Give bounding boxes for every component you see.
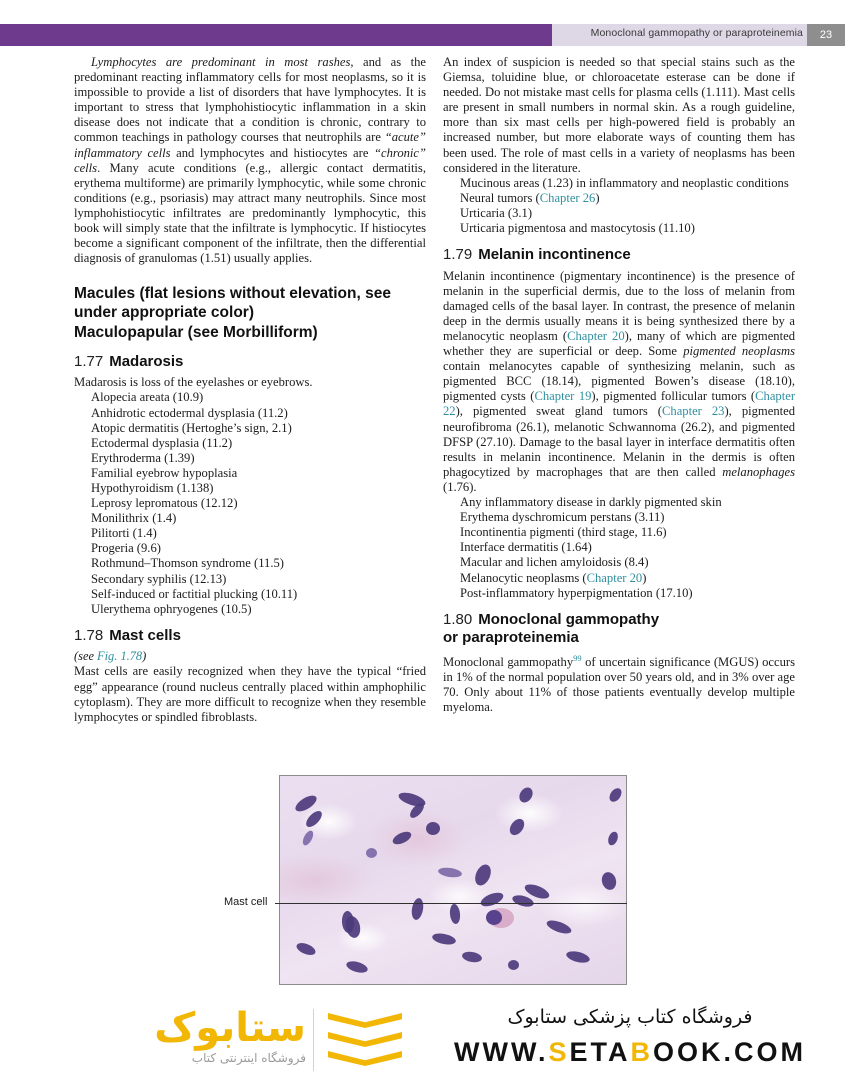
section-heading-1-80 (443, 611, 795, 647)
figure-leader-line (275, 903, 627, 904)
section-number-1-80: 1.80 (443, 610, 473, 628)
list-item: Rothmund–Thomson syndrome (11.5) (91, 556, 284, 571)
chapter-22-link[interactable]: Chapter 22 (443, 389, 796, 419)
url-part-pre: WWW. (454, 1037, 549, 1067)
list-item (460, 525, 795, 540)
chapter-20-link[interactable]: Chapter 20 (567, 329, 625, 343)
heading-macules: Macules (flat lesions without elevation, see under appropriate color) (74, 285, 391, 321)
list-item: Secondary syphilis (12.13) (91, 571, 227, 586)
list-item (460, 191, 795, 206)
chapter-23-link[interactable]: Chapter 23 (662, 404, 725, 419)
list-item (460, 540, 795, 555)
section-number-1-79: 1.79 (443, 246, 473, 264)
section-heading-1-79 (443, 246, 795, 265)
list-item (460, 510, 795, 525)
melanin-incontinence-body (443, 269, 795, 495)
site-info (430, 1003, 830, 1069)
section-title-1-80-line1: Monoclonal gammopathy (478, 610, 660, 628)
running-header (0, 24, 845, 46)
lead-italic-phrase: Lymphocytes are predominant in most rashes (91, 55, 351, 69)
monoclonal-gammopathy-body (443, 651, 795, 716)
reference-superscript-99[interactable]: 99 (573, 652, 582, 663)
list-item-text: Mucinous areas (1.23) in inflammatory and neoplastic conditions (460, 175, 789, 190)
list-item: Ectodermal dysplasia (11.2) (91, 435, 233, 450)
section-number-1-78: 1.78 (74, 626, 104, 644)
section-number-1-77: 1.77 (74, 352, 104, 370)
para1-italic1: “acute” inflammatory cells (74, 130, 426, 160)
figure-1-78 (279, 775, 627, 985)
list-item-suffix: ) (595, 190, 600, 205)
fig-1-78-link[interactable]: Fig. 1.78 (97, 649, 143, 664)
chapter-19-link[interactable]: Chapter 19 (534, 389, 592, 404)
mi-part-c: contain melanocytes capable of synthesizing melanin, such as pigmented BCC (18.14), pigmented Bowen’s disease (18.10), pigmented cysts ( (443, 359, 795, 404)
paragraph-lymphocytes (74, 55, 426, 266)
list-item (460, 206, 795, 221)
right-column (443, 55, 795, 715)
section-heading-1-78 (74, 627, 426, 646)
section-title-1-78: Mast cells (109, 626, 181, 644)
list-item (460, 221, 795, 236)
url-part-post: OOK.COM (652, 1037, 806, 1067)
list-item-text: Urticaria (3.1) (460, 205, 533, 220)
list-item: Pilitorti (1.4) (91, 526, 157, 541)
mi-part-d: ), pigmented follicular tumors ( (591, 389, 756, 404)
logo-wordmark: ستابوک (154, 1005, 306, 1051)
para1-italic2: “chronic” cells (74, 145, 427, 175)
para1-part1: , and as the predominant reacting inflammatory cells for most neoplasms, so it is impossible to provide a list of disorders that have lymphocytes. It is important to stress that lymphohistiocytic inflammation in a skin disease does not indicate that a condition is chronic, contrary to common teachings in pathology courses that neutrophils are (74, 55, 426, 145)
chapter-20-link-list[interactable]: Chapter 20 (586, 570, 643, 585)
list-item: Familial eyebrow hypoplasia (91, 465, 238, 480)
site-tagline-fa: فروشگاه کتاب پزشکی ستابوک (507, 1006, 753, 1028)
mast-cells-body: Mast cells are easily recognized when they have the typical “fried egg” appearance (round nucleus centrally placed within amphophilic cytoplasm). They are more difficult to recognize when they resemble lymphocytes or spindled fibroblasts. (74, 664, 426, 724)
running-header-title: Monoclonal gammopathy or paraproteinemia (590, 27, 803, 39)
list-item: Ulerythema ophryogenes (10.5) (91, 601, 252, 616)
mi-italic-a: pigmented neoplasms (683, 344, 796, 359)
madarosis-intro: Madarosis is loss of the eyelashes or eyebrows. (74, 375, 313, 390)
list-item-text: Interface dermatitis (1.64) (460, 540, 592, 555)
list-item: Self-induced or factitial plucking (10.11) (91, 586, 298, 601)
list-item-text: Erythema dyschromicum perstans (3.11) (460, 510, 665, 525)
list-item-text: Neural tumors ( (460, 190, 540, 205)
madarosis-list (74, 390, 426, 616)
mi-part-e: ), pigmented sweat gland tumors ( (455, 404, 662, 419)
figure-annotation-mast-cell: Mast cell (224, 896, 268, 908)
list-item: Hypothyroidism (1.138) (91, 480, 214, 495)
list-item-suffix: ) (642, 570, 647, 585)
list-item: Anhidrotic ectodermal dysplasia (11.2) (91, 405, 288, 420)
heading-maculopapular: Maculopapular (see Morbilliform) (74, 324, 318, 342)
list-item: Alopecia areata (10.9) (91, 390, 204, 405)
section-title-1-77: Madarosis (109, 352, 184, 370)
mi-italic-b: melanophages (722, 464, 795, 479)
mi-part-f: ), pigmented neurofibroma (26.1), melanotic Schwannoma (26.2), and pigmented DFSP (27.10). Damage to the basal layer in interface dermatitis often results in melanin incontinence. Melanin in the dermis is often phagocytized by macrophages that are then called (443, 404, 796, 479)
list-item (460, 495, 795, 510)
list-item (460, 586, 795, 601)
mg-part-b: of uncertain significance (MGUS) occurs in 1% of the normal population over 50 years old, and in 3% over age 70. Only about 11% of those patients eventually develop multiple myeloma. (443, 654, 795, 715)
section-heading-1-77 (74, 353, 426, 372)
list-item-text: Incontinentia pigmenti (third stage, 11.6) (460, 525, 667, 540)
chapter-26-link[interactable]: Chapter 26 (539, 190, 596, 205)
list-item: Leprosy lepromatous (12.12) (91, 496, 238, 511)
list-item (460, 176, 795, 191)
url-part-eta: ETA (569, 1037, 631, 1067)
list-item: Erythroderma (1.39) (91, 450, 195, 465)
url-part-b: B (630, 1037, 653, 1067)
url-part-s: S (548, 1037, 570, 1067)
mg-part-a: Monoclonal gammopathy (443, 654, 574, 669)
mast-cell-nucleus (486, 910, 502, 925)
list-item-text: Post-inflammatory hyperpigmentation (17.10) (460, 585, 693, 600)
mi-part-a: Melanin incontinence (pigmentary incontinence) is the presence of melanin in the superficial dermis, due to the loss of melanin from damaged cells of the basal layer. In contrast, the presence of melanin deep in the dermis usually means it is being synthesized there by a melanocytic neoplasm ( (443, 268, 795, 343)
see-fig-suffix: ) (142, 649, 147, 664)
list-item (460, 571, 795, 586)
site-url[interactable] (430, 1035, 830, 1069)
melanin-incontinence-list (443, 495, 795, 601)
footer-watermark (0, 995, 845, 1080)
histology-micrograph-image (279, 775, 627, 985)
list-item: Progeria (9.6) (91, 541, 161, 556)
list-item-text: Melanocytic neoplasms ( (460, 570, 587, 585)
section-title-1-80-line2: or paraproteinemia (443, 628, 579, 646)
section-title-1-79: Melanin incontinence (478, 246, 631, 264)
list-item-text: Any inflammatory disease in darkly pigmented skin (460, 495, 722, 510)
setabook-logo (70, 1003, 400, 1075)
list-item: Atopic dermatitis (Hertoghe’s sign, 2.1) (91, 420, 292, 435)
chevron-emblem-icon (328, 1013, 402, 1069)
header-purple-band (0, 24, 552, 46)
para1-part2: and lymphocytes and histiocytes are (170, 145, 374, 160)
list-item-text: Urticaria pigmentosa and mastocytosis (11.10) (460, 221, 695, 236)
mast-cell-conditions-list (443, 176, 795, 236)
left-column (74, 55, 426, 725)
paragraph-index-of-suspicion: An index of suspicion is needed so that special stains such as the Giemsa, toluidine blue, or chloroacetate esterase can be done if needed. Do not mistake mast cells for plasma cells (1.111). Mast cells are present in small numbers in normal skin. As a rough guideline, more than six mast cells per high-powered field is probably an increased number, but more elaborate ways of counting them has been used. The role of mast cells in a variety of neoplasms has been considered in the literature. (443, 55, 795, 175)
page-number: 23 (807, 24, 845, 46)
logo-tagline: فروشگاه اینترنتی کتاب (191, 1051, 306, 1065)
list-item (460, 555, 795, 570)
mi-part-b: ), many of which are pigmented whether they are superficial or deep. Some (443, 329, 795, 359)
see-fig-prefix: (see (74, 649, 98, 664)
logo-divider (313, 1009, 314, 1071)
see-figure-reference (74, 649, 426, 664)
mi-part-g: (1.76). (443, 479, 477, 494)
para1-part3: . Many acute conditions (e.g., allergic contact dermatitis, erythema multiforme) are primarily lymphocytic, while some chronic conditions (e.g., psoriasis) may attract many neutrophils. Since most lymphohistiocytic infiltrates are predominantly lymphocytic, this book will simply state that the infiltrate is lymphocytic. If histiocytes become a significant component of the infiltrate, then the differential diagnosis of granulomas (1.51) usually applies. (74, 160, 426, 266)
list-item-text: Macular and lichen amyloidosis (8.4) (460, 555, 649, 570)
list-item: Monilithrix (1.4) (91, 511, 177, 526)
